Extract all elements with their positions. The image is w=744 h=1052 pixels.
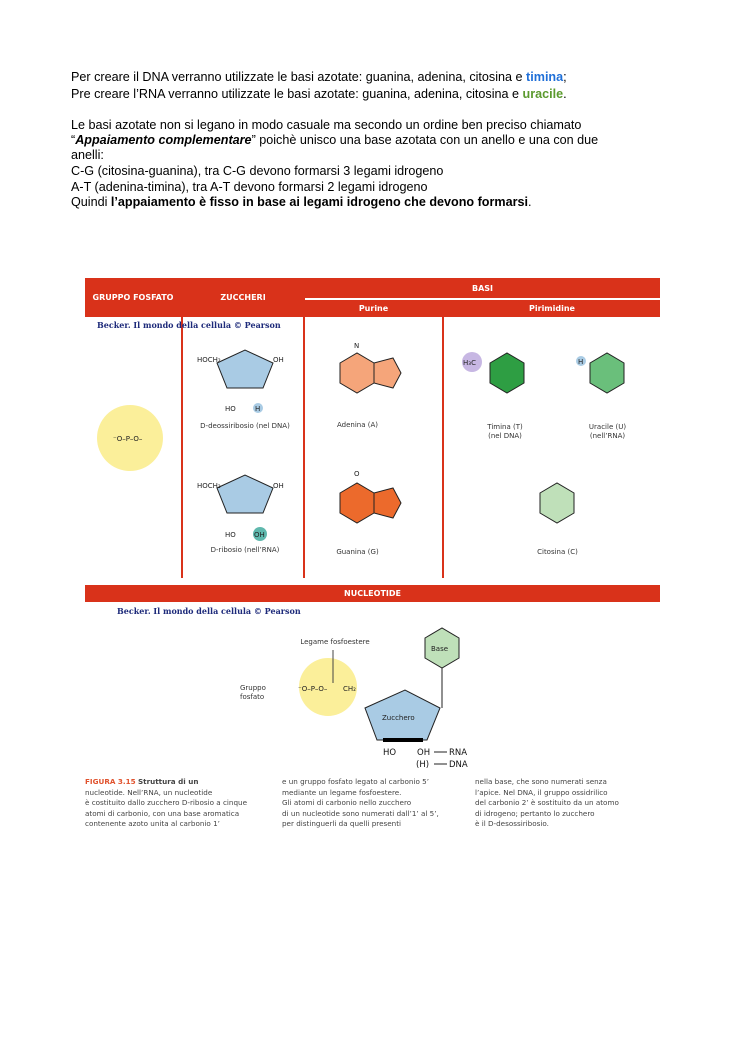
caption-line: è costituito dallo zucchero D-ribosio a cinque [85, 798, 248, 807]
label-adenina: Adenina (A) [337, 421, 378, 429]
header-zuccheri: ZUCCHERI [183, 278, 303, 317]
header-nucleotide: NUCLEOTIDE [85, 585, 660, 602]
dna-label: DNA [449, 760, 468, 770]
text: Gruppo [240, 684, 266, 692]
atom-label: H₃C [463, 359, 476, 367]
molecule-drawings [85, 278, 660, 775]
atom-label: O [354, 470, 360, 478]
paragraph-line: Le basi azotate non si legano in modo casuale ma secondo un ordine ben preciso chiamato [71, 118, 582, 132]
phosphate-formula: ⁻O–P–O– [298, 685, 328, 693]
uracil-ring [590, 353, 624, 393]
guanine-ring-5 [374, 488, 401, 518]
caption-line: per distinguerli da quelli presenti [282, 819, 402, 828]
text: Quindi [71, 195, 111, 209]
header-pirimidine: Pirimidine [444, 300, 660, 317]
caption-line: di un nucleotide sono numerati dall’1’ al 5’, [282, 808, 439, 818]
text: ; [563, 70, 567, 84]
guanine-ring [340, 483, 374, 523]
caption-line: e un gruppo fosfato legato al carbonio 5’ [282, 777, 430, 786]
caption-col-2 [282, 777, 439, 830]
label-timina: Timina (T) (nel DNA) [487, 423, 523, 440]
text: Per creare il DNA verranno utilizzate le basi azotate: guanina, adenina, citosina e [71, 70, 527, 84]
label-citosina: Citosina (C) [537, 548, 578, 556]
atom-label: HOCH₂ [197, 482, 221, 490]
text: . [528, 195, 532, 209]
header-basi: BASI [305, 278, 660, 298]
atom-label: HOCH₂ [197, 356, 221, 364]
paragraph-line: anelli: [71, 148, 104, 162]
bold-conclusion: l’appaiamento è fisso in base ai legami idrogeno che devono formarsi [110, 195, 529, 209]
base-label: Base [431, 645, 449, 653]
paragraph-line [71, 133, 598, 149]
caption-line: di idrogeno; pertanto lo zucchero [475, 808, 595, 818]
rna-label: RNA [449, 748, 468, 758]
highlight-uracile: uracile [522, 87, 564, 101]
caption-line: mediante un legame fosfoestere. [282, 787, 402, 797]
nucleotide-figure [85, 278, 660, 843]
paragraph-conclusion [71, 195, 532, 211]
text: . [563, 87, 567, 101]
atom-label: N [354, 342, 360, 350]
caption-col-1 [85, 777, 247, 830]
sugar-label: Zucchero [382, 714, 415, 722]
text: “ [71, 133, 76, 147]
header-purine: Purine [305, 300, 442, 317]
caption-line: nella base, che sono numerati senza [475, 777, 607, 786]
highlight-timina: timina [526, 70, 564, 84]
label-uracile: Uracile (U) (nell’RNA) [588, 423, 627, 440]
paragraph-rna-bases [71, 87, 567, 103]
caption-line: l’apice. Nel DNA, il gruppo ossidrilico [475, 787, 608, 797]
atom-label: HO [383, 748, 397, 758]
text: fosfato [240, 693, 265, 701]
caption-line: nucleotide. Nell’RNA, un nucleotide [85, 787, 213, 797]
paragraph-line: A-T (adenina-timina), tra A-T devono formarsi 2 legami idrogeno [71, 180, 428, 194]
adenine-ring-5 [374, 358, 401, 388]
caption-col-3 [475, 777, 619, 830]
caption-line: del carbonio 2’ è sostituito da un atomo [475, 798, 619, 807]
label-guanina: Guanina (G) [336, 548, 379, 556]
emphasis-appaiamento: Appaiamento complementare [75, 133, 252, 147]
caption-title: FIGURA 3.15 [85, 777, 136, 786]
text: ” poichè unisco una base azotata con un anello e una con due [251, 133, 599, 147]
thymine-ring [490, 353, 524, 393]
atom-label: HO [225, 531, 236, 539]
deoxyribose-ring [217, 350, 273, 388]
ribose-ring [217, 475, 273, 513]
atom-label: OH [417, 748, 431, 758]
atom-label: H [255, 405, 261, 413]
header-gruppo-fosfato: GRUPPO FOSFATO [85, 278, 181, 317]
label-gruppo-fosfato [240, 684, 266, 702]
paragraph-dna-bases [71, 70, 567, 86]
atom-label: OH [254, 531, 265, 539]
phosphate-formula: ⁻O–P–O– [113, 435, 143, 443]
label-deossiribosio: D-deossiribosio (nel DNA) [200, 422, 290, 430]
atom-label: H [578, 358, 584, 366]
text: Pre creare l’RNA verranno utilizzate le basi azotate: guanina, adenina, citosina e [71, 87, 523, 101]
atom-label: CH₂ [343, 685, 356, 693]
label-legame-fosfoestere: Legame fosfoestere [300, 638, 370, 646]
caption-line: atomi di carbonio, con una base aromatica [85, 808, 240, 818]
credit: Becker. Il mondo della cellula © Pearson [117, 606, 301, 616]
caption-bold: Struttura di un [137, 777, 199, 786]
atom-label-h-dna: (H) [416, 760, 430, 770]
atom-label: OH [273, 482, 284, 490]
credit: Becker. Il mondo della cellula © Pearson [97, 320, 281, 330]
label-ribosio: D-ribosio (nell’RNA) [210, 546, 280, 554]
paragraph-line: C-G (citosina-guanina), tra C-G devono formarsi 3 legami idrogeno [71, 164, 444, 178]
atom-label: OH [273, 356, 284, 364]
atom-label: HO [225, 405, 236, 413]
caption-line: Gli atomi di carbonio nello zucchero [282, 798, 412, 807]
cytosine-ring [540, 483, 574, 523]
caption-line: contenente azoto unita al carbonio 1’ [85, 819, 220, 828]
adenine-ring [340, 353, 374, 393]
caption-line: è il D-desossiribosio. [475, 819, 549, 828]
